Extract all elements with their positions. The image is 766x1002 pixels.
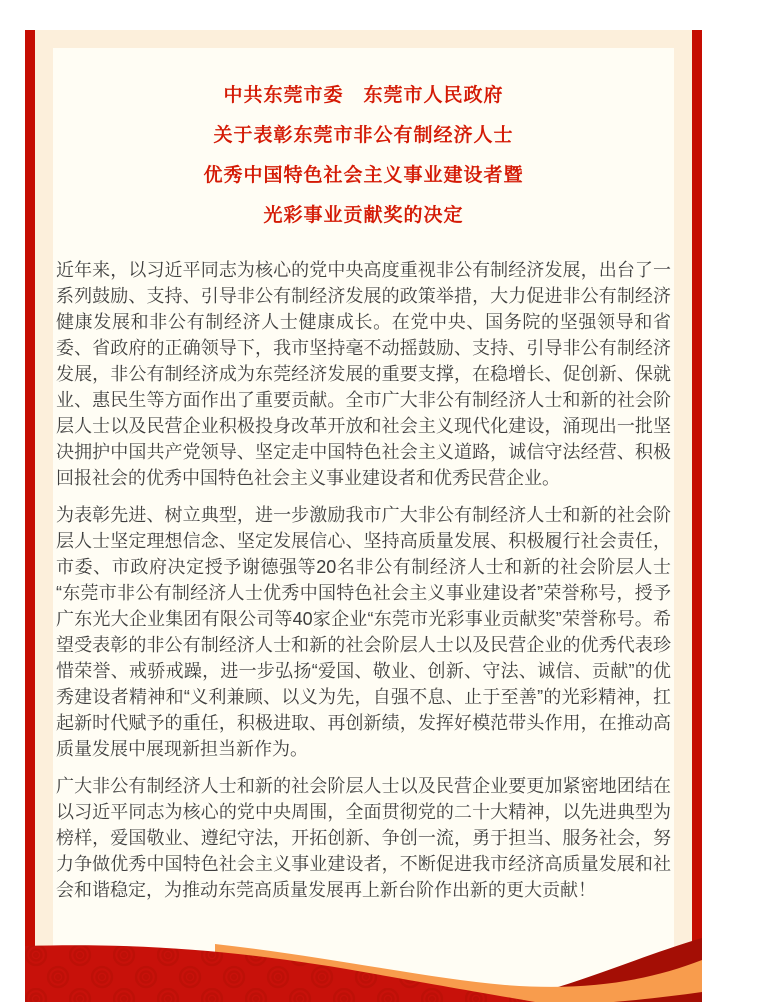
body-paragraph: 广大非公有制经济人士和新的社会阶层人士以及民营企业要更加紧密地团结在以习近平同志为核心的党中央周围，全面贯彻党的二十大精神，以先进典型为榜样，爱国敬业、遵纪守法，开拓创新、争创一流，勇于担当、服务社会，努力争做优秀中国特色社会主义事业建设者，不断促进我市经济高质量发展和社会和谐稳定，为推动东莞高质量发展再上新台阶作出新的更大贡献！: [56, 776, 671, 900]
title-line: 关于表彰东莞市非公有制经济人士: [213, 125, 514, 146]
body-paragraph: 近年来，以习近平同志为核心的党中央高度重视非公有制经济发展，出台了一系列鼓励、支持、引导非公有制经济发展的政策举措，大力促进非公有制经济健康发展和非公有制经济人士健康成长。在党中央、国务院的坚强领导和省委、省政府的正确领导下，我市坚持毫不动摇鼓励、支持、引导非公有制经济发展，非公有制经济成为东莞经济发展的重要支撑，在稳增长、促创新、保就业、惠民生等方面作出了重要贡献。全市广大非公有制经济人士和新的社会阶层人士以及民营企业积极投身改革开放和社会主义现代化建设，涌现出一批坚决拥护中国共产党领导、坚定走中国特色社会主义道路，诚信守法经营、积极回报社会的优秀中国特色社会主义事业建设者和优秀民营企业。: [56, 260, 671, 488]
title-line: 中共东莞市委 东莞市人民政府: [223, 85, 504, 106]
document-body: [56, 257, 671, 903]
announcement-poster: [25, 30, 702, 1002]
left-red-edge-strip: [25, 30, 35, 1002]
right-red-edge-strip: [692, 30, 702, 1002]
document-title: [56, 76, 671, 236]
document-card: [53, 48, 674, 1002]
document-content: [53, 76, 674, 903]
body-paragraph: 为表彰先进、树立典型，进一步激励我市广大非公有制经济人士和新的社会阶层人士坚定理想信念、坚定发展信心、坚持高质量发展、积极履行社会责任，市委、市政府决定授予谢德强等20名非公有制经济人士和新的社会阶层人士“东莞市非公有制经济人士优秀中国特色社会主义事业建设者”荣誉称号，授予广东光大企业集团有限公司等40家企业“东莞市光彩事业贡献奖”荣誉称号。希望受表彰的非公有制经济人士和新的社会阶层人士以及民营企业的优秀代表珍惜荣誉、戒骄戒躁，进一步弘扬“爱国、敬业、创新、守法、诚信、贡献”的优秀建设者精神和“义利兼顾、以义为先，自强不息、止于至善”的光彩精神，扛起新时代赋予的重任，积极进取、再创新绩，发挥好模范带头作用，在推动高质量发展中展现新担当新作为。: [56, 505, 671, 759]
title-line: 优秀中国特色社会主义事业建设者暨: [203, 165, 524, 186]
title-line: 光彩事业贡献奖的决定: [263, 205, 464, 226]
